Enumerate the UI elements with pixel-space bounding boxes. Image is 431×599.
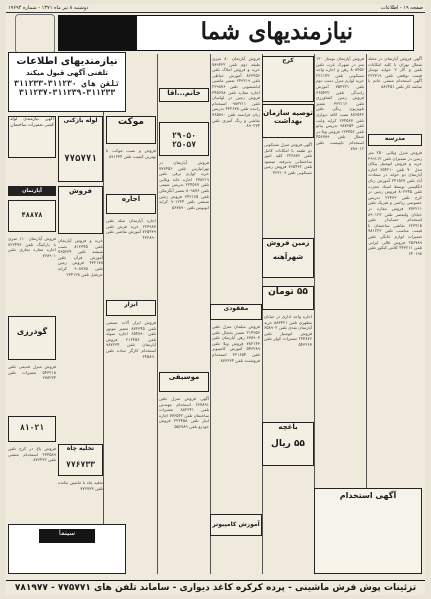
ad-box [58,186,103,234]
classified-text-block: تخلیه چاه با ماشین مکنده تلفن ۷۷۶۷۳۳ [58,480,103,491]
ad-heading: خانم...آقا [167,89,201,97]
classified-text-block: فروش باغ در کرج تلفن ۲۳۴۵۸۹ استخدام منشی تلفن ۸۷۶۴۳۲ [8,446,56,463]
ad-box [262,104,314,138]
classified-text-block: فروش آپارتمان در تهرانپارس تلفن ۷۷۳۴۵۶ خرید لوازم برقی تلفن ۶۷۸۲۱۹ اجاره خانه ویلایی تلفن ۲۲۴۵۶۷ تدریس شیمی تلفن ۸۰۹۸۷۶ تعمیر آبگرمکن تلفن ۳۴۲۱۶۵ فروش زمین صنعتی تلفن ۹۰۱۲۳۴ کرایه اتوبوس تلفن ۵۶۷۸۹۰ [159,160,209,210]
classified-text-block: خرید و فروش آپارتمان تلفن ۸۱۲۳۴۵ نصب شیشه تلفن ۷۶۵۲۳۴ آموزش قرآن تلفن ۴۳۲۱۷۸ فروش زمین تلفن ۹۰۸۷۶۵ کرایه جرثقیل تلفن ۲۳۴۱۲۸ [58,238,103,277]
ad-box [8,316,56,360]
banner-title: نیازمندیهای شما [200,18,353,45]
ad-heading: موکت [118,117,144,127]
ad-heading: زمین فروش [266,239,310,247]
banner-illustration [15,14,55,54]
classified-text-block: فروش مبلمان منزل تلفن ۲۱۴۳۵۶ تعمیر یخچال تلفن ۶۷۸۹۰۳ رهن آپارتمان تلفن ۷۸۲۱۴۳ فروش ویلا تلفن ۵۴۳۲۸۹ آموزش کامپیوتر تلفن ۳۲۱۶۵۴ استخدام فروشنده تلفن ۸۷۶۲۳۴ [212,324,260,363]
ad-box [262,286,314,310]
ad-heading: ابزار [124,301,138,308]
ad-heading: موسیقی [168,373,200,381]
classified-text-block: فروش آپارتمان نوساز ۱۲۰ متر در شهرک غرب تلفن ۸۰۸۴۵۶ رهن و اجاره واحد مسکونی تلفن ۲۲۱۱۴۳ خرید لوازم منزل دست دوم تلفن ۷۵۴۳۲۱ آموزش رانندگی تلفن ۶۶۵۴۳۲ فروش زمین کشاورزی تلفن ۳۳۲۱۱۲ تعمیر تلویزیون رنگی تلفن ۸۷۶۵۴۳ نصب کاغذ دیواری تلفن ۲۳۴۵۶۷ کرایه وانت تلفن ۹۸۷۶۵۴ تدریس پیانو تلفن ۱۲۳۴۵۶ فروش ویلا در شمال تلفن ۴۵۶۷۸۹ استخدام تایپیست تلفن ۷۸۹۰۱۲ [316,56,364,151]
main-box-line1: تلفنی آگهی قبول میکند [25,69,108,77]
ad-heading: مفقودی [223,305,249,312]
classified-text-block: فروش آپارتمان ۸۰ متری طبقه دوم تلفن ۷۸۹۴۳۲ خرید و فروش املاک تلفن ۸۲۳۴۵۶ آموزش خیاطی تلفن ۶۴۳۲۱۹ تعمیر ماشین لباسشویی تلفن ۲۲۹۸۷۶ اجاره مغازه تلفن ۳۴۵۶۷۸ فروش زمین در لواسان تلفن ۹۸۳۲۱۱ استخدام راننده تلفن ۴۳۲۶۷۸ تدریس زبان فرانسه تلفن ۷۶۵۸۹۰ نقاشی و رنگ آمیزی تلفن ۸۹۰۲۳۴ [212,56,260,129]
main-box-phones2: ۳۱۱۲۳۷-۳۱۱۲۳۹-۳۱۱۲۳۳ [18,88,116,97]
section-banner [58,15,414,51]
ad-heading: توصیه سازمان بهداشت [263,109,313,125]
ad-heading: باغچه [278,423,298,431]
ad-heading: ۵۵ تومان [268,287,308,297]
ad-box [210,514,262,536]
column-rule [103,54,104,574]
ad-subheading: شهرآهنه [272,253,304,261]
classified-text-block: آگهی فروش آپارتمان در محله شمال تهران با کلیه امکانات تلفن و گاز ۳ خوابه نوساز قیمت توافقی تلفن ۲۲۲۳۱۹ آگهی استخدام منشی خانم با سابقه کار تلفن ۸۸۲۴۵۱ [368,56,422,89]
ad-heading: کرج [282,57,294,64]
date-line: دوشنبه ۸ تیر ماه ۱۳۷۱ - شماره ۱۹۶۹۴ [8,5,89,11]
ad-phone: ۷۷۶۷۳۳ [66,460,95,469]
ad-logo: سینما [39,529,95,543]
ad-phone: ۷۷۵۷۷۱ [64,154,97,164]
ad-box [8,200,56,232]
ad-caption: آپارتمان [9,187,55,195]
ad-box [368,134,422,146]
classified-text-block: اجاره واحد اداری در خیابان مطهری تلفن ۸۸۳۴۲۱ خرید آپارتمان نقدی تلفن ۶۵۸۹۰۲ فروش اتومبیل تلفن ۲۳۴۸۷۶ تعمیرات کولر تلفن ۵۴۳۲۶۷ [264,314,312,347]
ad-box [314,488,422,574]
ad-heading: آموزش کامپیوتر [212,521,260,528]
classified-text-block: آگهی فروش منزل تلفن ۶۶۷۸۹۱ استخدام مهندس تلفن ۸۸۲۳۴۱ تعمیرات ساختمان تلفن ۷۷۶۵۴۲ اجاره انبار تلفن ۲۲۳۴۵۸ فروش خودرو تلفن ۵۵۶۷۸۹ [159,396,209,429]
column-rule [157,54,158,574]
classified-text-block: آگهی فروش منزل مسکونی دو طبقه با امکانات کامل تلفن ۲۲۲۸۷۶ کلیه امور ساختمانی پذیرفته میشود تلفن ۷۶۵۴۳۲ فروش زمین مسکونی تلفن ۴۳۲۱۰۹ [264,142,312,175]
ad-heading: گودرزی [16,327,48,336]
main-box-title: نیازمندیهای اطلاعات [16,56,118,67]
ad-box [58,444,103,476]
ad-heading: آگهی استخدام [339,491,397,500]
ad-box [262,238,314,278]
ad-text: آگهی نیازمندی لوله کشی تعمیرات ساختمان [10,117,54,128]
ad-box [159,122,209,156]
ad-heading: تخلیه چاه [66,445,95,452]
ad-box [210,304,262,320]
ad-heading: فروش [69,187,92,195]
ad-box [262,422,314,466]
ad-box [159,88,209,102]
ad-box [58,116,103,182]
ad-box [106,300,156,316]
page-header [6,4,425,13]
ad-phone: ۲۹۰۵۰ ۲۵۰۵۷ [171,131,197,149]
ad-box [106,116,156,144]
classified-text-block: فروش و نصب موکت با بهترین کیفیت تلفن ۸۹۱۲۳۴ [106,148,156,159]
ad-box [262,56,314,102]
ad-phone: ۴۸۸۷۸ [21,211,43,219]
page-footer-ad: تزئینات پوش فرش ماشینی - پرده کرکره کاغذ دیواری - ساماند تلفن های ۷۷۵۷۷۱ - ۷۸۱۹۷۷ [6,580,425,594]
main-box-phones1: تلفن های ۳۱۱۲۳۰-۳۱۱۲۳۳ [14,79,120,88]
ad-box [8,116,56,158]
ad-box [8,524,126,574]
banner-badge [59,16,137,50]
ad-box [106,194,156,214]
ad-box [8,416,56,442]
newspaper-page [6,4,425,595]
ad-heading: لوله بازکنی [63,117,98,124]
classified-text-block: فروش آپارتمان ۱۱۰ متری با پارکینگ تلفن ۸۲۳۴۷۶ اجاره مغازه تجاری تلفن ۷۶۸۹۰۱ [8,236,56,258]
ad-box [8,186,56,196]
ad-phone: ۸۱۰۲۱ [19,423,45,432]
classified-text-block: فروش ابزار آلات صنعتی تلفن ۸۷۲۳۴۵ تعمیر موتور تلفن ۶۵۴۸۹۰ اجاره سوله تلفن ۲۱۳۴۵۶ فروش آپارتمان تلفن ۹۸۷۲۳۴ استخدام کارگر ساده تلفن ۳۴۵۸۹۰ [106,320,156,359]
main-classified-box [8,52,126,112]
page-label: صفحه ۱۹ - اطلاعات [380,5,423,11]
ad-box [159,372,209,392]
classified-text-block: اجاره آپارتمان مبله تلفن ۲۲۳۹۸۷ خرید فرش تلفن ۷۶۵۴۳۹ آموزش نقاشی تلفن ۴۳۲۸۹۰ [106,218,156,240]
ad-heading: مدرسه [384,135,406,142]
ad-heading: اجاره [121,195,141,203]
ad-price: ۵۵ ریال [271,439,305,449]
classified-text-block: فروش منزل ویلایی ۲۵۰ متر زمین در شمیران تلفن ۲۹۹۱۱۲ خرید و فروش اتومبیل پیکان مدل ۷۰ تلفن ۶۵۴۲۱۰ اجاره آپارتمان دو خوابه در سعادت آباد تلفن ۲۴۱۵۶۷ آموزش زبان انگلیسی توسط استاد مجرب تلفن ۸۰۲۳۴۵ فروش زمین در کرج تلفن ۲۲۴۳۳ تدریس خصوصی ریاضی و فیزیک تلفن ۷۷۳۲۱۱ فروش مغازه در خیابان ولیعصر تلفن ۸۹۰۱۲۳ استخدام حسابدار تلفن ۶۲۳۴۱۵ نقاشی ساختمان با قیمت مناسب تلفن ۷۸۱۲۲۳ تعمیرات لوازم خانگی تلفن ۲۵۶۷۸۹ فروش قالی ایرانی تلفن ۴۴۳۲۱۱ کلاس کنکور تلفن ۶۴۰۱۹۸ [368,150,422,256]
classified-text-block: فروش منزل قدیمی تلفن ۵۴۳۲۱۸ تعمیرات تلفن ۶۷۸۲۳۴ [8,364,56,381]
